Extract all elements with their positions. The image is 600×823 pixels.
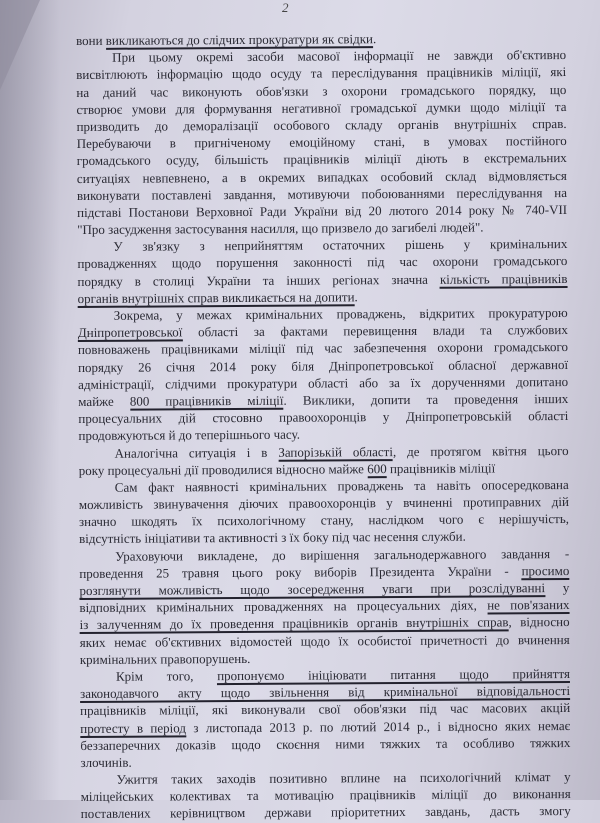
text-segment: виконувати поставлені завдання, мотивуючи побоюваннями переслідування на — [76, 184, 568, 203]
text-segment: Сам факт наявності кримінальних проваджень та навіть опосередкована — [114, 476, 569, 495]
text-segment: проведення 25 травня цього року виборів Президента України - — [79, 563, 522, 581]
text-segment: Ураховуючи викладене, до вирішення загальнодержавного завдання - — [115, 545, 570, 564]
text-segment: вони — [76, 32, 106, 48]
text-segment: значно шкодять їх психологічному стану, наслідком чого є нерішучість, — [78, 511, 570, 530]
text-segment: можливість звинувачення діючих правоохоронців у вчиненні протиправних дій — [78, 494, 569, 513]
text-segment: підставі Постанови Верховної Ради України від 20 лютого 2014 року № 740-VII — [77, 201, 568, 220]
text-segment: Ужиття таких заходів позитивно вплине на психологічний клімат у — [116, 769, 571, 787]
text-segment: кримінальних правопорушень. — [79, 650, 251, 667]
text-segment: призводить до деморалізації особового складу органів внутрішніх справ. — [76, 115, 567, 134]
text-segment: , відносно — [508, 614, 570, 630]
text-segment: року процесуальні дії проводилися відносно майже — [78, 460, 368, 478]
text-segment: громадського осуду, більшість працівників міліції діють в екстремальних — [76, 150, 567, 169]
text-line — [81, 802, 571, 822]
text-segment: поставлених керівництвом держави пріоритетних завдань, дасть змогу — [80, 803, 571, 822]
text-segment: області за фактами перевищення влади та службових — [182, 322, 568, 340]
underlined-text: кількість працівників — [439, 270, 568, 287]
text-segment: злочинів. — [80, 754, 132, 770]
paragraph — [79, 441, 569, 478]
text-segment: продовжуються й до теперішнього часу. — [78, 426, 300, 444]
paragraph — [78, 304, 569, 444]
underlined-text: із залученням до їх проведення працівників органів внутрішніх справ — [79, 614, 509, 633]
underlined-text: просимо — [521, 562, 570, 579]
underlined-text: пропонуємо ініціювати питання щодо прийняття — [217, 665, 570, 684]
text-segment: відсутність ініціативи та активності з їх боку під час несення служби. — [79, 529, 466, 547]
paragraph — [76, 46, 567, 238]
text-segment: адміністрації, слідчими прокуратури області або за їх дорученнями допитано — [78, 373, 569, 392]
page-shadow — [0, 0, 60, 800]
underlined-text: Запорізькій області — [278, 443, 393, 460]
text-line — [80, 631, 570, 651]
text-segment: майже — [78, 393, 130, 409]
text-segment: повноважень працівниками міліції під час забезпечення охорони громадського — [77, 339, 568, 358]
text-segment: процесуальних дій стосовно правоохоронців у Дніпропетровській області — [78, 408, 569, 427]
text-segment: провадженнях щодо порушення законності під час охорони громадського — [77, 253, 568, 272]
page-corner-shadow — [0, 0, 40, 90]
text-segment: Зокрема, у межах кримінальних проваджень, відкритих прокуратурою — [113, 305, 568, 323]
text-segment: відповідних кримінальних провадженнях на процесуальних діях, — [79, 597, 488, 616]
underlined-text: викликаються до слідчих прокуратури як свідки — [105, 31, 373, 48]
text-segment: з листопада 2013 р. по лютий 2014 р., і відносно яких немає — [185, 717, 571, 735]
text-segment: . Виклики, допити та проведення інших — [283, 390, 569, 408]
text-line — [77, 270, 567, 290]
text-segment: на даний час виконують обов'язки з охорони громадського порядку, що — [76, 81, 567, 100]
underlined-text: Дніпропетровської — [77, 324, 183, 341]
text-segment: Крім того, — [115, 668, 218, 684]
text-segment: створює умови для формування негативної громадської думки щодо міліції та — [76, 98, 567, 117]
paragraph — [80, 665, 571, 771]
underlined-text: органів внутрішніх справ викликається на допити — [77, 289, 355, 306]
document-body — [76, 29, 571, 823]
underlined-text: законодавчого акту щодо звільнення від кримінальної відповідальності — [79, 683, 571, 702]
paragraph — [77, 235, 567, 307]
text-line — [80, 734, 570, 754]
text-segment: яких немає об'єктивних відомостей щодо їх особистої причетності до вчинення — [79, 631, 570, 650]
text-segment: У зв'язку з неприйняттям остаточних рішень у кримінальних — [113, 236, 568, 255]
page-number: 2 — [282, 0, 289, 15]
text-line — [77, 201, 567, 221]
text-segment: міліцейських колективах та мотивацію працівників міліції до виконання — [80, 786, 571, 805]
text-segment: При цьому окремі засоби масової інформації не завжди об'єктивно — [112, 47, 567, 65]
text-segment: Перебуваючи в пригніченому емоційному стані, в умовах постійного — [76, 133, 567, 152]
text-segment: працівників міліції, які виконували свої обов'язки під час масових акцій — [80, 700, 571, 719]
text-segment: беззаперечних доказів щодо скоєння ними тяжких та особливо тяжких — [80, 734, 571, 753]
text-segment: . — [354, 289, 358, 305]
text-line — [79, 510, 569, 530]
underlined-text: протесту в період — [80, 719, 187, 736]
paragraph — [81, 768, 571, 823]
underlined-text: розглянути можливість щодо зосередження уваги при розслідуванні — [79, 580, 546, 598]
text-segment: порядку в столиці України та інших регіонах значна — [77, 271, 440, 289]
underlined-text: не пов'язаних — [487, 597, 570, 613]
underlined-text: 800 працівників міліції — [129, 392, 284, 409]
text-segment: у — [545, 579, 570, 596]
paragraph — [79, 476, 569, 548]
text-line — [78, 407, 568, 427]
underlined-text: 600 — [367, 460, 387, 476]
text-segment: . — [372, 31, 377, 47]
text-segment: висвітлюють інформацію щодо осуду та переслідування працівників міліції, які — [76, 64, 567, 83]
text-segment: "Про засудження застосування насилля, що призвело до загибелі людей". — [77, 219, 484, 238]
text-segment: ситуаціях невпевнено, а в окремих випадках особовий склад відмовляється — [76, 167, 567, 186]
text-segment: , де протягом квітня цього — [392, 442, 569, 459]
text-segment: працівників міліції — [386, 460, 496, 476]
text-segment: порядку 26 січня 2014 року біля Дніпропетровської обласної державної — [78, 356, 569, 375]
text-segment: Аналогічна ситуація і в — [114, 444, 279, 461]
paragraph — [79, 545, 570, 668]
